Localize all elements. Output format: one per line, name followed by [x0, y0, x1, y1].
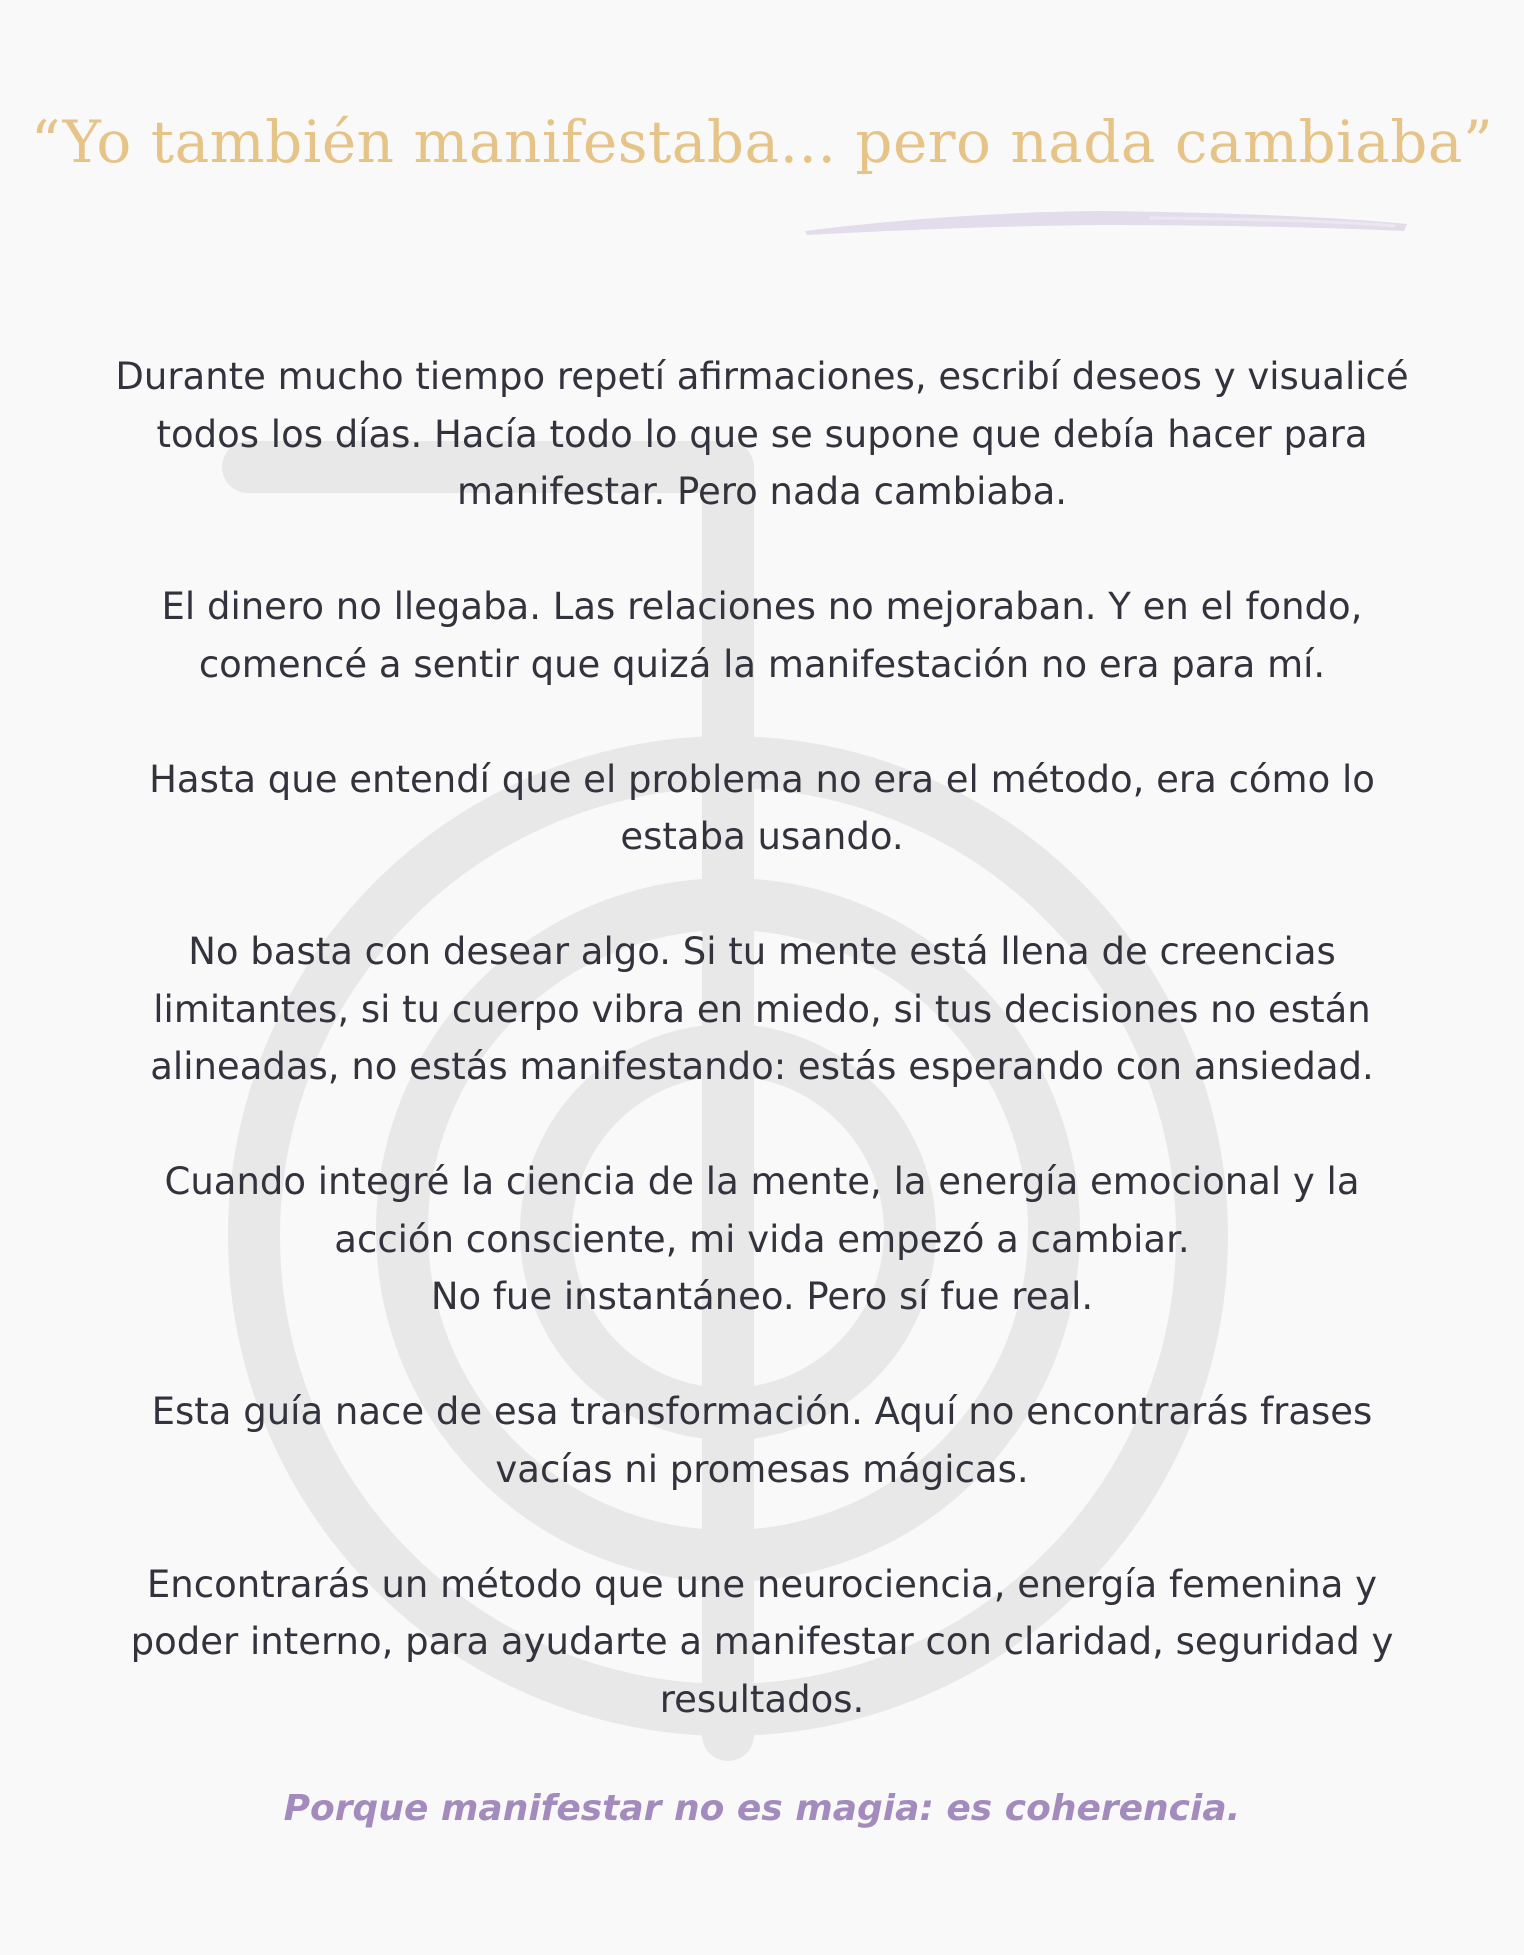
page-title: “Yo también manifestaba... pero nada cambiaba” [30, 108, 1494, 176]
paragraph: El dinero no llegaba. Las relaciones no mejoraban. Y en el fondo, comencé a sentir que quizá la manifestación no era para mí. [161, 585, 1363, 686]
paragraph-line: No fue instantáneo. Pero sí fue real. [430, 1275, 1094, 1318]
paragraph-line: Cuando integré la ciencia de la mente, la energía emocional y la acción consciente, mi vida empezó a cambiar. [164, 1160, 1360, 1261]
paragraph: Durante mucho tiempo repetí afirmaciones, escribí deseos y visualicé todos los días. Hacía todo lo que se supone que debía hacer para manifestar. Pero nada cambiaba. [115, 355, 1409, 513]
paragraph: Encontrarás un método que une neurociencia, energía femenina y poder interno, para ayudarte a manifestar con claridad, seguridad y resultados. [130, 1562, 1394, 1721]
paragraph: Hasta que entendí que el problema no era el método, era cómo lo estaba usando. [149, 757, 1375, 858]
paragraph-group [100, 1153, 1424, 1326]
paragraph: Esta guía nace de esa transformación. Aquí no encontrarás frases vacías ni promesas mágicas. [151, 1390, 1373, 1491]
paragraph: No basta con desear algo. Si tu mente está llena de creencias limitantes, si tu cuerpo vibra en miedo, si tus decisiones no están alineadas, no estás manifestando: estás esperando con ansiedad. [150, 930, 1374, 1088]
closing-statement: Porque manifestar no es magia: es coherencia. [283, 1788, 1241, 1829]
body-text [100, 348, 1424, 1728]
